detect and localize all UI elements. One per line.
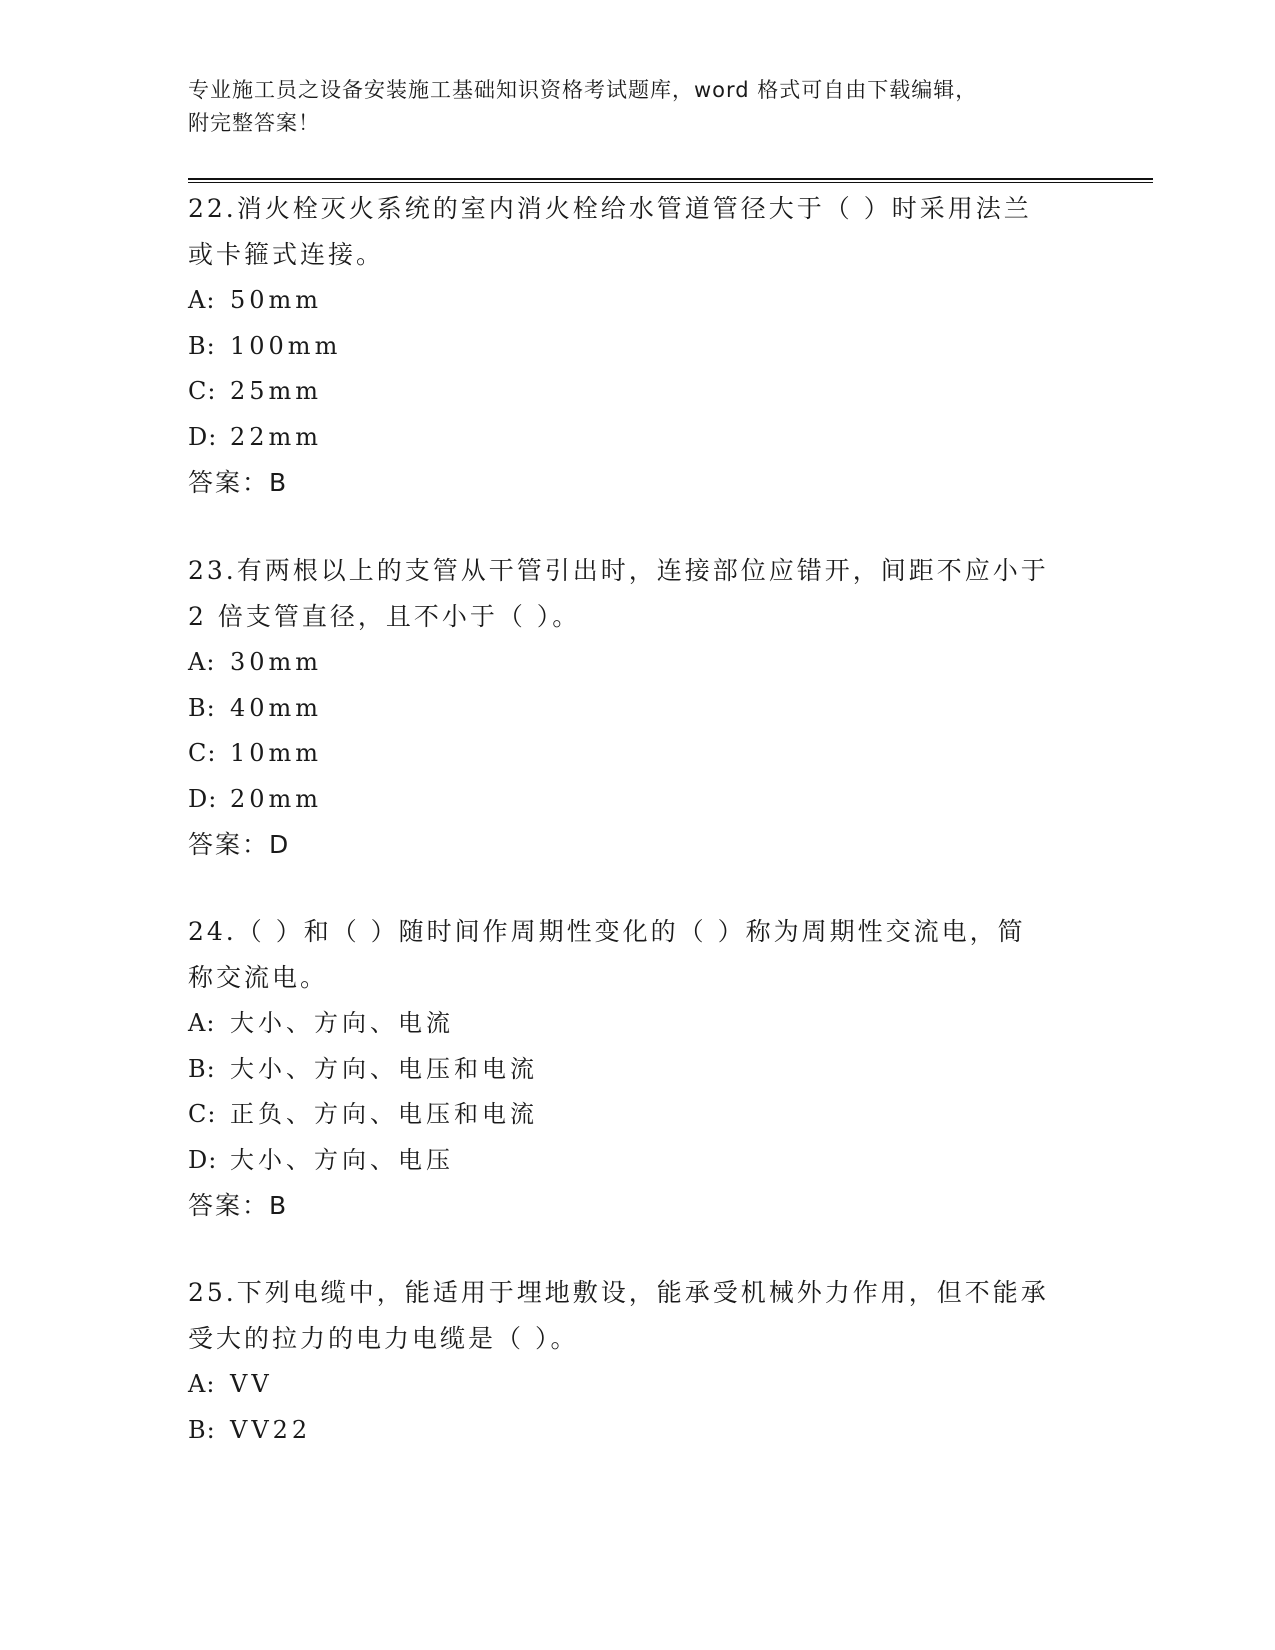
question-stem xyxy=(188,548,1088,640)
header-line-1: 专业施工员之设备安装施工基础知识资格考试题库，word 格式可自由下载编辑， xyxy=(188,78,978,102)
option-text: VV22 xyxy=(230,1415,312,1444)
option-a xyxy=(188,1362,1088,1408)
question-stem-line-1: 22.消火栓灭火系统的室内消火栓给水管道管径大于（ ）时采用法兰 xyxy=(188,194,1032,223)
option-text: 22mm xyxy=(230,422,323,451)
question-25 xyxy=(188,1270,1088,1453)
option-b xyxy=(188,324,1088,370)
option-b xyxy=(188,686,1088,732)
option-c xyxy=(188,369,1088,415)
question-stem-line-1: 23.有两根以上的支管从干管引出时，连接部位应错开，间距不应小于 xyxy=(188,556,1049,585)
document-header xyxy=(188,74,1088,140)
option-key: A: xyxy=(188,1370,216,1398)
option-key: D: xyxy=(188,422,218,451)
option-key: D: xyxy=(188,1145,218,1174)
header-line-2: 附完整答案！ xyxy=(188,111,320,135)
option-d xyxy=(188,777,1088,823)
question-stem-line-1: 25.下列电缆中，能适用于埋地敷设，能承受机械外力作用，但不能承 xyxy=(188,1278,1049,1307)
option-key: B: xyxy=(188,693,216,722)
option-text: 大小、方向、电流 xyxy=(230,1009,454,1037)
option-text: 100mm xyxy=(230,331,342,360)
question-23 xyxy=(188,548,1088,868)
option-key: A: xyxy=(188,286,216,314)
option-text: 10mm xyxy=(230,739,323,767)
answer-line: 答案：D xyxy=(188,830,291,859)
question-24 xyxy=(188,909,1088,1229)
option-c xyxy=(188,731,1088,777)
option-text: 20mm xyxy=(230,784,323,813)
option-a xyxy=(188,640,1088,686)
option-key: B: xyxy=(188,331,216,360)
question-stem-line-2: 称交流电。 xyxy=(188,963,329,992)
option-text: 40mm xyxy=(230,693,323,722)
option-c xyxy=(188,1092,1088,1138)
option-text: 30mm xyxy=(230,648,323,676)
question-stem-line-2: 或卡箍式连接。 xyxy=(188,240,385,269)
question-stem xyxy=(188,1270,1088,1362)
header-divider xyxy=(188,178,1153,183)
option-text: 25mm xyxy=(230,377,323,405)
answer-line: 答案：B xyxy=(188,1191,289,1220)
option-b xyxy=(188,1047,1088,1093)
option-text: 50mm xyxy=(230,286,323,314)
question-22 xyxy=(188,186,1088,506)
answer-line: 答案：B xyxy=(188,468,289,497)
option-text: VV xyxy=(230,1370,273,1398)
question-stem-line-1: 24.（ ）和（ ）随时间作周期性变化的（ ）称为周期性交流电，简 xyxy=(188,917,1026,946)
option-key: C: xyxy=(188,739,217,767)
option-key: C: xyxy=(188,1100,217,1128)
question-stem xyxy=(188,909,1088,1001)
option-key: A: xyxy=(188,648,216,676)
option-key: B: xyxy=(188,1054,216,1083)
option-key: B: xyxy=(188,1415,216,1444)
option-b xyxy=(188,1408,1088,1454)
option-d xyxy=(188,1138,1088,1184)
question-stem xyxy=(188,186,1088,278)
option-a xyxy=(188,1001,1088,1047)
option-text: 大小、方向、电压 xyxy=(230,1145,454,1174)
question-stem-line-2: 受大的拉力的电力电缆是（ ）。 xyxy=(188,1324,579,1353)
option-key: A: xyxy=(188,1009,216,1037)
option-d xyxy=(188,415,1088,461)
option-key: D: xyxy=(188,784,218,813)
option-key: C: xyxy=(188,377,217,405)
option-text: 大小、方向、电压和电流 xyxy=(230,1054,538,1083)
option-text: 正负、方向、电压和电流 xyxy=(230,1100,538,1128)
option-a xyxy=(188,278,1088,324)
question-stem-line-2: 2 倍支管直径，且不小于（ ）。 xyxy=(188,602,581,631)
